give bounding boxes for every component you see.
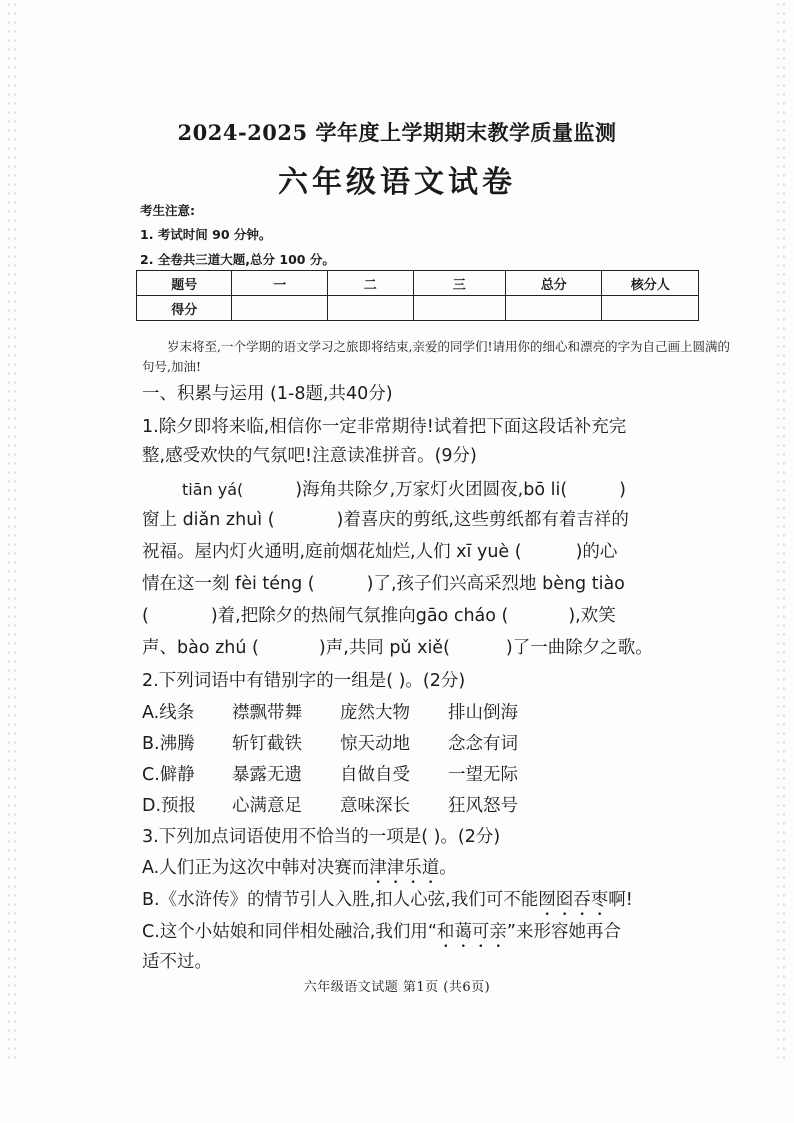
q1-text: 祝福。屋内灯火通明,庭前烟花灿烂,人们 xī yuè ( xyxy=(142,542,522,562)
score-row-label: 得分 xyxy=(137,296,232,321)
q1-text: )声,共同 pǔ xiě( xyxy=(318,638,450,658)
option-text: B.《水浒传》的情节引人入胜,扣人心弦,我们可不能 xyxy=(142,890,539,910)
option-text: 啊! xyxy=(608,890,633,910)
exam-title: 2024-2025 学年度上学期期末教学质量监测 xyxy=(177,120,617,145)
q1-text: )着,把除夕的热闹气氛推向gāo cháo ( xyxy=(210,606,509,626)
score-cell[interactable] xyxy=(327,296,413,321)
option-text: C.这个小姑娘和同伴相处融洽,我们用“ xyxy=(142,922,437,942)
option-word: 意味深长 xyxy=(340,796,410,816)
score-header-cell: 一 xyxy=(232,271,327,296)
score-cell[interactable] xyxy=(413,296,506,321)
q1-line-2: 整,感受欢快的气氛吧!注意读准拼音。(9分) xyxy=(142,446,477,466)
q1-text: tiān yá( xyxy=(182,480,244,499)
q2-option-a[interactable] xyxy=(142,699,518,724)
option-word: A.线条 xyxy=(142,703,195,723)
q1-text: )了一曲除夕之歌。 xyxy=(505,638,653,658)
q1-line-5 xyxy=(142,538,617,563)
option-word: 庞然大物 xyxy=(340,703,410,723)
q1-line-8 xyxy=(142,634,653,659)
option-word: 一望无际 xyxy=(448,765,518,785)
page-footer: 六年级语文试题 第1页 (共6页) xyxy=(303,980,491,995)
q2-option-c[interactable] xyxy=(142,761,518,786)
option-word: C.僻静 xyxy=(142,765,195,785)
q2-option-b[interactable] xyxy=(142,730,518,755)
option-text: ”来形容她再合 xyxy=(506,922,621,942)
option-word: B.沸腾 xyxy=(142,734,195,754)
q1-text: 声、bào zhú ( xyxy=(142,638,259,658)
score-header-cell: 核分人 xyxy=(602,271,699,296)
q1-text: 情在这一刻 fèi téng ( xyxy=(142,574,315,594)
score-table xyxy=(136,270,699,321)
exam-subtitle: 六年级语文试卷 xyxy=(278,165,516,200)
q1-line-1: 1.除夕即将来临,相信你一定非常期待!试着把下面这段话补充完 xyxy=(142,417,627,437)
score-header-cell: 题号 xyxy=(137,271,232,296)
q1-text: )了,孩子们兴高采烈地 bèng tiào xyxy=(366,574,625,594)
notice-heading: 考生注意: xyxy=(140,203,195,218)
option-word: D.预报 xyxy=(142,796,197,816)
q1-text: 窗上 diǎn zhuì ( xyxy=(142,510,275,530)
score-header-cell: 总分 xyxy=(506,271,602,296)
q1-line-6 xyxy=(142,570,625,595)
q3-stem: 3.下列加点词语使用不恰当的一项是( )。(2分) xyxy=(142,827,501,847)
option-word: 排山倒海 xyxy=(448,703,518,723)
score-header-cell: 二 xyxy=(327,271,413,296)
q3-option-c-cont: 适不过。 xyxy=(142,952,212,972)
notice-item-1: 1. 考试时间 90 分钟。 xyxy=(140,227,272,242)
option-word: 心满意足 xyxy=(232,796,302,816)
dotted-word: 囫囵吞枣 xyxy=(538,890,609,910)
q1-text: )海角共除夕,万家灯火团圆夜,bō li( xyxy=(295,480,568,500)
score-cell[interactable] xyxy=(506,296,602,321)
score-cell[interactable] xyxy=(602,296,699,321)
score-cell[interactable] xyxy=(232,296,327,321)
dotted-word: 津津乐道 xyxy=(369,858,440,878)
q2-option-d[interactable] xyxy=(142,792,518,817)
q1-text: )着喜庆的剪纸,这些剪纸都有着吉祥的 xyxy=(336,510,629,530)
section-heading: 一、积累与运用 (1-8题,共40分) xyxy=(142,384,393,404)
q3-option-b[interactable] xyxy=(142,886,633,920)
option-word: 襟飘带舞 xyxy=(232,703,302,723)
option-text: 。 xyxy=(439,858,457,878)
option-word: 惊天动地 xyxy=(340,734,410,754)
q1-line-7 xyxy=(142,602,616,627)
option-text: A.人们正为这次中韩对决赛而 xyxy=(142,858,370,878)
q1-line-3 xyxy=(182,476,626,501)
option-word: 斩钉截铁 xyxy=(232,734,302,754)
q3-option-c[interactable] xyxy=(142,918,621,952)
intro-text: 岁末将至,一个学期的语文学习之旅即将结束,亲爱的同学们!请用你的细心和漂亮的字为自己画上圆满的句号,加油! xyxy=(142,339,730,374)
option-word: 念念有词 xyxy=(448,734,518,754)
option-word: 狂风怒号 xyxy=(448,796,518,816)
q1-text: )的心 xyxy=(575,542,618,562)
option-word: 暴露无遗 xyxy=(232,765,302,785)
q2-stem: 2.下列词语中有错别字的一组是( )。(2分) xyxy=(142,671,466,691)
q1-text: ( xyxy=(142,606,149,626)
q1-line-4 xyxy=(142,506,629,531)
q1-text: ),欢笑 xyxy=(568,606,616,626)
q1-text: ) xyxy=(619,480,626,500)
score-header-cell: 三 xyxy=(413,271,506,296)
q3-option-a[interactable] xyxy=(142,854,457,888)
option-word: 自做自受 xyxy=(340,765,410,785)
notice-item-2: 2. 全卷共三道大题,总分 100 分。 xyxy=(140,252,335,267)
dotted-word: 和蔼可亲 xyxy=(436,922,507,942)
